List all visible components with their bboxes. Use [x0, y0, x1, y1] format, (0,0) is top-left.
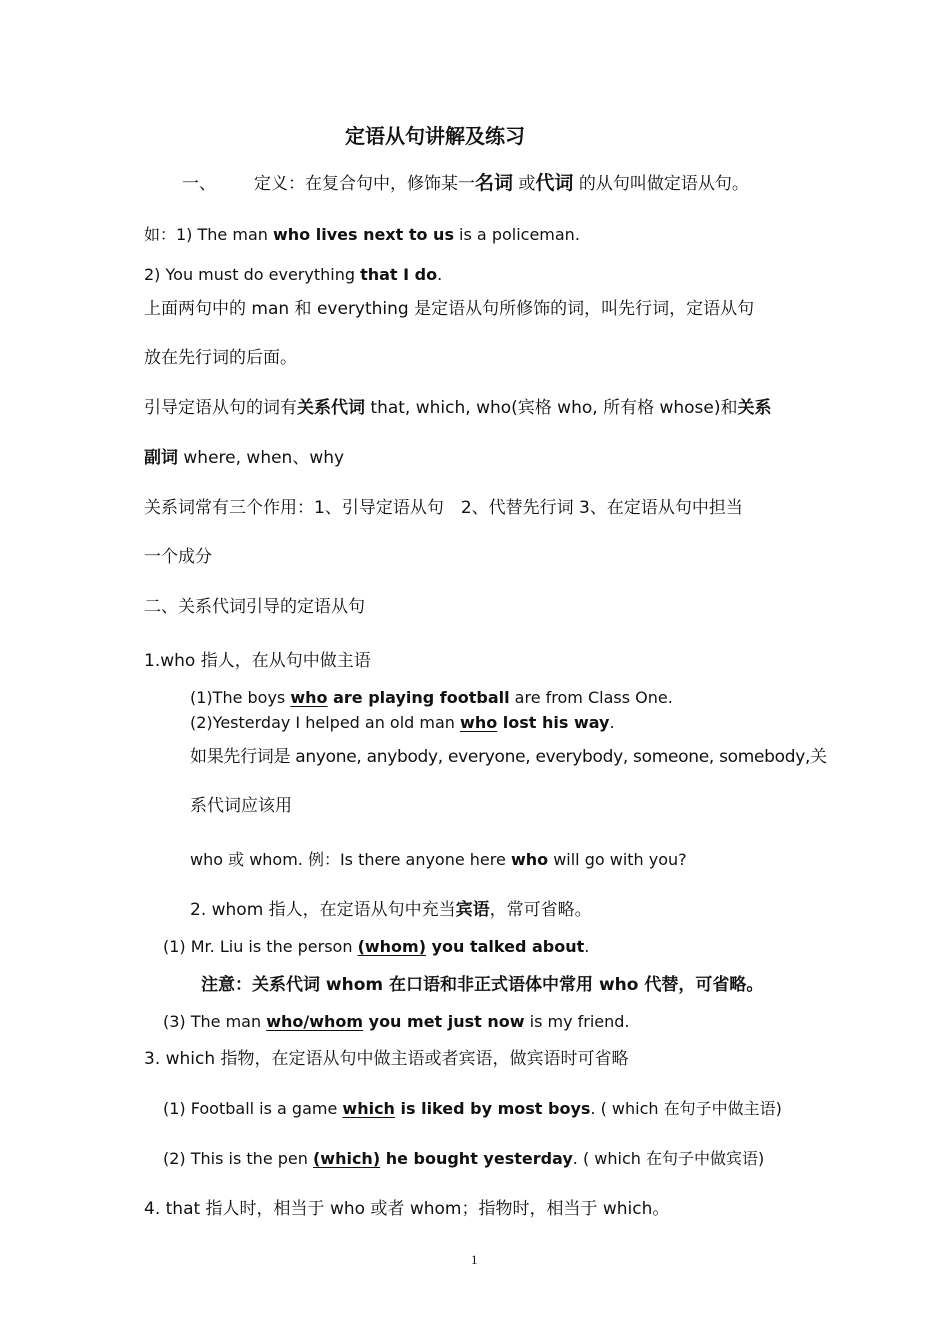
whom-heading [190, 902, 592, 919]
which-example-2-end: . ( which 在句子中做宾语) [572, 1149, 765, 1168]
relative-adverb-list: where, when、why [178, 448, 345, 468]
keyword-noun: 名词 [475, 172, 514, 194]
whom-example-3-text: (3) The man [163, 1012, 267, 1031]
paragraph-relatives-line-1 [144, 400, 772, 417]
definition-or: 或 [513, 174, 536, 194]
who-heading: 1.who 指人，在从句中做主语 [144, 651, 371, 671]
whom-note [201, 977, 763, 994]
who-example-2-end: . [609, 713, 615, 732]
which-example-1-end: . ( which 在句子中做主语) [590, 1099, 782, 1118]
who-note-line-2: 系代词应该用 [190, 796, 292, 816]
example-1 [144, 227, 580, 243]
which-example-2-clause: he bought yesterday [380, 1149, 573, 1168]
which-example-1-pronoun: which [342, 1099, 395, 1118]
paragraph-antecedent-line-2: 放在先行词的后面。 [144, 348, 297, 368]
who-example-1-text: (1)The boys [190, 688, 291, 707]
whom-heading-text: 2. whom 指人，在定语从句中充当 [190, 900, 456, 920]
example-1-text: 如：1) The man [144, 225, 273, 244]
who-note-example-pronoun: who [510, 850, 549, 869]
who-example-1 [190, 690, 673, 706]
relative-pronoun-label: 关系代词 [297, 398, 365, 418]
whom-example-1-end: . [584, 937, 590, 956]
which-heading: 3. which 指物，在定语从句中做主语或者宾语，做宾语时可省略 [144, 1049, 629, 1069]
whom-example-1 [163, 939, 589, 955]
relative-adverb-label-b: 副词 [144, 448, 178, 468]
relative-pronoun-list: that, which, who(宾格 who, 所有格 whose)和 [365, 398, 738, 418]
whom-example-3-end: is my friend. [524, 1012, 630, 1031]
whom-example-1-text: (1) Mr. Liu is the person [163, 937, 358, 956]
definition-tail: 的从句叫做定语从句。 [573, 174, 749, 194]
who-example-2-pronoun: who [460, 713, 498, 732]
paragraph-functions-line-1: 关系词常有三个作用：1、引导定语从句 2、代替先行词 3、在定语从句中担当 [144, 498, 743, 518]
relatives-intro: 引导定语从句的词有 [144, 398, 297, 418]
example-1-clause: who lives next to us [272, 225, 454, 244]
whom-example-3-clause: you met just now [363, 1012, 525, 1031]
who-note-example-end: will go with you? [548, 850, 687, 869]
who-example-2-clause: lost his way [497, 713, 610, 732]
paragraph-antecedent-line-1: 上面两句中的 man 和 everything 是定语从句所修饰的词，叫先行词，定语从句 [144, 299, 755, 319]
who-note-line-3 [190, 852, 687, 868]
page-title: 定语从句讲解及练习 [345, 124, 525, 148]
which-example-1 [163, 1101, 782, 1117]
which-example-2-text: (2) This is the pen [163, 1149, 313, 1168]
example-2-end: . [437, 265, 443, 284]
definition-number: 一、 [182, 174, 216, 194]
keyword-pronoun: 代词 [535, 172, 574, 194]
example-2-clause: that I do [360, 265, 438, 284]
whom-note-text: 注意：关系代词 whom 在口语和非正式语体中常用 who 代替，可省略。 [201, 975, 764, 995]
definition-line [182, 174, 749, 193]
relative-adverb-label-a: 关系 [737, 398, 772, 418]
whom-example-3-pronoun: who/whom [266, 1012, 364, 1031]
that-heading: 4. that 指人时，相当于 who 或者 whom；指物时，相当于 which。 [144, 1199, 670, 1219]
which-example-2-pronoun: (which) [312, 1149, 381, 1168]
example-1-end: is a policeman. [453, 225, 580, 244]
which-example-2 [163, 1151, 764, 1167]
whom-example-3 [163, 1014, 630, 1030]
paragraph-functions-line-2: 一个成分 [144, 547, 212, 567]
who-example-1-end: are from Class One. [509, 688, 673, 707]
paragraph-relatives-line-2 [144, 450, 344, 467]
who-example-1-clause: are playing football [327, 688, 510, 707]
who-example-2-text: (2)Yesterday I helped an old man [190, 713, 461, 732]
whom-example-1-pronoun: (whom) [357, 937, 427, 956]
who-note-line-1: 如果先行词是 anyone, anybody, everyone, everybody, someone, somebody,关 [190, 747, 827, 767]
which-example-1-text: (1) Football is a game [163, 1099, 343, 1118]
example-2-text: 2) You must do everything [144, 265, 361, 284]
whom-heading-object: 宾语 [455, 900, 490, 920]
definition-text: 定义：在复合句中，修饰某一 [254, 174, 475, 194]
who-example-1-pronoun: who [290, 688, 328, 707]
whom-heading-end: ，常可省略。 [489, 900, 592, 920]
who-example-2 [190, 715, 615, 731]
who-note-example-text: who 或 whom. 例：Is there anyone here [190, 850, 511, 869]
whom-example-1-clause: you talked about [426, 937, 585, 956]
example-2 [144, 267, 442, 283]
section-2-heading: 二、关系代词引导的定语从句 [144, 597, 365, 617]
which-example-1-clause: is liked by most boys [394, 1099, 591, 1118]
page-number: 1 [471, 1252, 478, 1267]
